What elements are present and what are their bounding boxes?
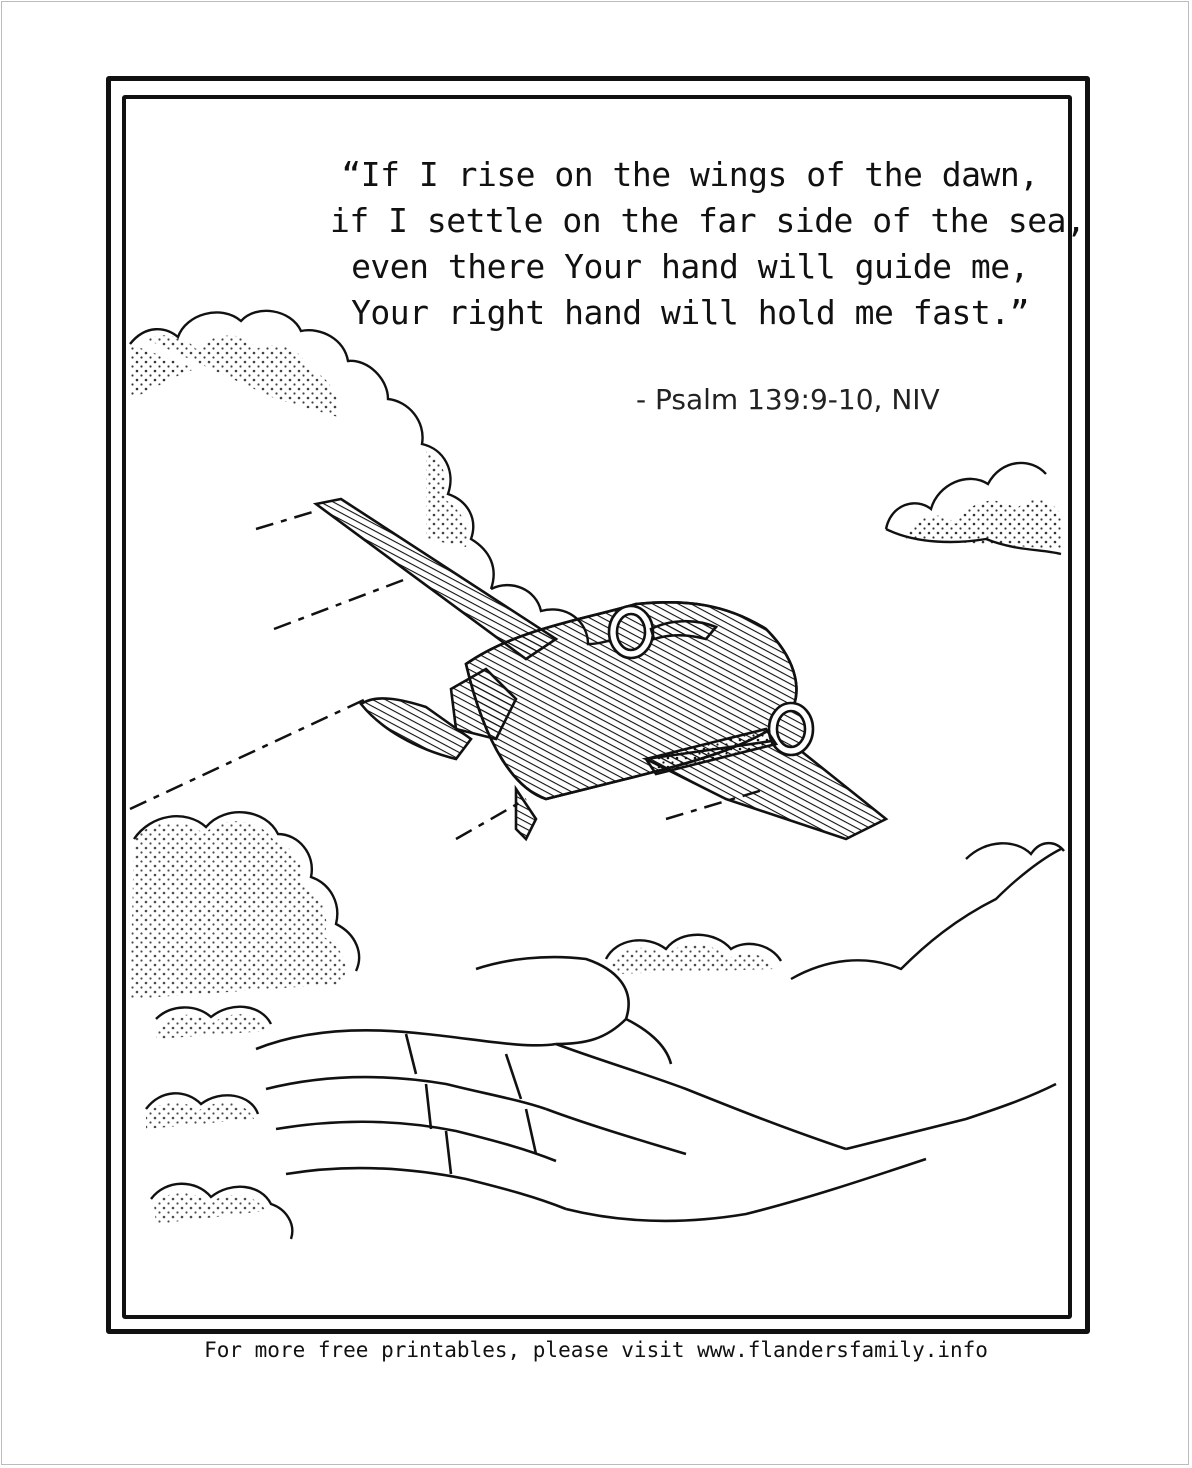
verse-line: if I settle on the far side of the sea, — [330, 201, 1086, 240]
verse-citation: - Psalm 139:9-10, NIV — [636, 383, 940, 416]
bible-verse — [330, 152, 1086, 336]
hand — [256, 957, 1056, 1221]
lower-clouds — [130, 812, 1064, 1239]
verse-line: Your right hand will hold me fast.” — [351, 293, 1029, 332]
footer-link-text[interactable]: For more free printables, please visit www.flandersfamily.info — [204, 1338, 988, 1362]
airplane — [316, 499, 886, 839]
upper-left-cloud — [130, 311, 646, 644]
verse-line: even there Your hand will guide me, — [351, 247, 1029, 286]
verse-line: “If I rise on the wings of the dawn, — [341, 155, 1039, 194]
upper-right-cloud — [886, 463, 1061, 554]
